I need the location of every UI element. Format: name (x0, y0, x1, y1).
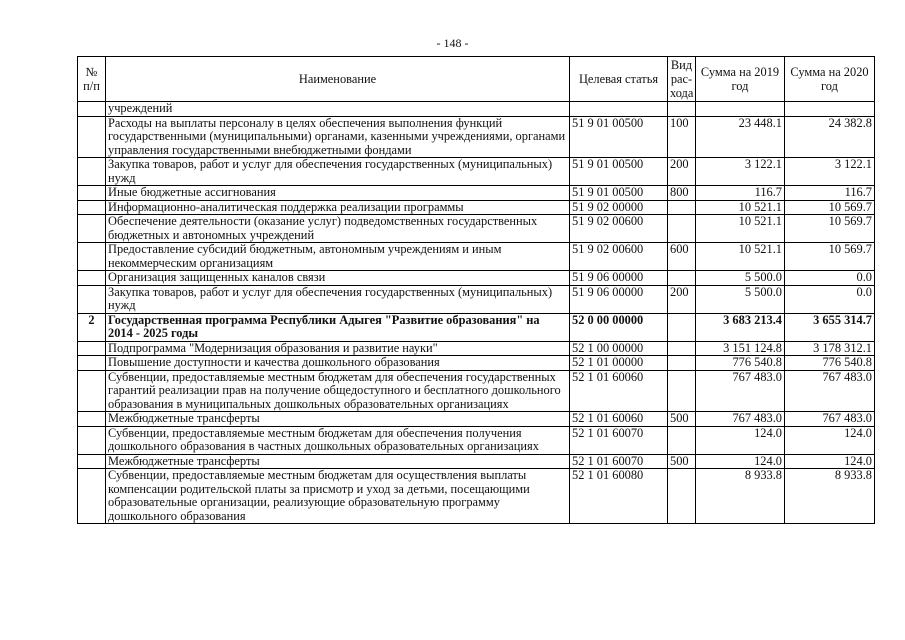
budget-table (77, 56, 875, 524)
row-target-code: 51 9 02 00000 (570, 200, 668, 215)
row-sum-2019: 8 933.8 (696, 469, 785, 524)
row-target-code (570, 102, 668, 117)
row-sum-2019: 10 521.1 (696, 243, 785, 271)
row-target-code: 51 9 01 00500 (570, 116, 668, 158)
table-row (78, 370, 875, 412)
header-code: Целевая статья (570, 57, 668, 102)
row-number (78, 454, 106, 469)
row-sum-2020 (785, 102, 875, 117)
row-sum-2019: 124.0 (696, 454, 785, 469)
row-target-code: 52 0 00 00000 (570, 313, 668, 341)
row-number (78, 412, 106, 427)
row-sum-2020: 3 178 312.1 (785, 341, 875, 356)
row-expense-type: 100 (668, 116, 696, 158)
table-row (78, 158, 875, 186)
row-expense-type (668, 271, 696, 286)
row-name: Межбюджетные трансферты (106, 412, 570, 427)
row-target-code: 51 9 02 00600 (570, 243, 668, 271)
row-expense-type: 600 (668, 243, 696, 271)
page-number: - 148 - (436, 36, 469, 50)
row-target-code: 51 9 06 00000 (570, 271, 668, 286)
table-row (78, 243, 875, 271)
row-number (78, 426, 106, 454)
row-name: Субвенции, предоставляемые местным бюджетам для обеспечения получения дошкольного образования в частных дошкольных образовательных организациях (106, 426, 570, 454)
row-sum-2019: 776 540.8 (696, 356, 785, 371)
row-target-code: 51 9 02 00600 (570, 215, 668, 243)
row-sum-2020: 116.7 (785, 186, 875, 201)
row-expense-type: 200 (668, 158, 696, 186)
row-number: 2 (78, 313, 106, 341)
table-row (78, 454, 875, 469)
row-number (78, 116, 106, 158)
row-sum-2020: 767 483.0 (785, 412, 875, 427)
table-row (78, 341, 875, 356)
row-expense-type (668, 102, 696, 117)
row-sum-2019: 3 151 124.8 (696, 341, 785, 356)
row-target-code: 52 1 01 60060 (570, 370, 668, 412)
row-number (78, 356, 106, 371)
table-row (78, 285, 875, 313)
row-name: Государственная программа Республики Адыгея "Развитие образования" на 2014 - 2025 годы (106, 313, 570, 341)
row-name: Субвенции, предоставляемые местным бюджетам для осуществления выплаты компенсации родительской платы за присмотр и уход за детьми, посещающими образовательные организации, реализующие образовательную программу дошкольного образования (106, 469, 570, 524)
row-sum-2020: 767 483.0 (785, 370, 875, 412)
row-name: учреждений (106, 102, 570, 117)
table-row (78, 215, 875, 243)
row-target-code: 52 1 01 60060 (570, 412, 668, 427)
row-number (78, 341, 106, 356)
row-target-code: 52 1 01 60070 (570, 426, 668, 454)
row-sum-2020: 0.0 (785, 285, 875, 313)
row-sum-2020: 10 569.7 (785, 243, 875, 271)
row-sum-2019: 3 122.1 (696, 158, 785, 186)
row-sum-2019 (696, 102, 785, 117)
row-target-code: 52 1 01 00000 (570, 356, 668, 371)
table-row (78, 186, 875, 201)
row-sum-2019: 767 483.0 (696, 412, 785, 427)
row-number (78, 469, 106, 524)
table-header-row (78, 57, 875, 102)
row-name: Межбюджетные трансферты (106, 454, 570, 469)
row-expense-type (668, 341, 696, 356)
row-target-code: 51 9 01 00500 (570, 158, 668, 186)
row-sum-2019: 10 521.1 (696, 200, 785, 215)
row-name: Расходы на выплаты персоналу в целях обеспечения выполнения функций государственными (муниципальными) органами, казенными учреждениями, органами управления государственными внебюджетными фондами (106, 116, 570, 158)
table-row (78, 313, 875, 341)
row-sum-2020: 124.0 (785, 426, 875, 454)
header-name: Наименование (106, 57, 570, 102)
row-name: Организация защищенных каналов связи (106, 271, 570, 286)
row-name: Иные бюджетные ассигнования (106, 186, 570, 201)
row-target-code: 51 9 01 00500 (570, 186, 668, 201)
row-number (78, 200, 106, 215)
row-expense-type (668, 200, 696, 215)
row-sum-2019: 10 521.1 (696, 215, 785, 243)
row-name: Закупка товаров, работ и услуг для обеспечения государственных (муниципальных) нужд (106, 285, 570, 313)
row-sum-2019: 116.7 (696, 186, 785, 201)
table-row (78, 412, 875, 427)
row-name: Повышение доступности и качества дошкольного образования (106, 356, 570, 371)
row-expense-type: 800 (668, 186, 696, 201)
row-expense-type: 200 (668, 285, 696, 313)
table-row (78, 200, 875, 215)
table-body (78, 102, 875, 524)
row-number (78, 102, 106, 117)
row-sum-2020: 24 382.8 (785, 116, 875, 158)
table-row (78, 356, 875, 371)
header-num: № п/п (78, 57, 106, 102)
header-sum-2019: Сумма на 2019 год (696, 57, 785, 102)
row-expense-type: 500 (668, 412, 696, 427)
table-row (78, 426, 875, 454)
row-name: Обеспечение деятельности (оказание услуг) подведомственных государственных бюджетных и автономных учреждений (106, 215, 570, 243)
row-name: Подпрограмма "Модернизация образования и развитие науки" (106, 341, 570, 356)
row-number (78, 186, 106, 201)
row-expense-type (668, 469, 696, 524)
row-target-code: 52 1 01 60070 (570, 454, 668, 469)
table-row (78, 102, 875, 117)
row-expense-type (668, 313, 696, 341)
row-name: Субвенции, предоставляемые местным бюджетам для обеспечения государственных гарантий реализации прав на получение общедоступного и бесплатного дошкольного образования в муниципальных дошкольных образовательных организациях (106, 370, 570, 412)
row-sum-2019: 3 683 213.4 (696, 313, 785, 341)
row-sum-2020: 776 540.8 (785, 356, 875, 371)
table-row (78, 469, 875, 524)
row-sum-2020: 8 933.8 (785, 469, 875, 524)
row-number (78, 370, 106, 412)
row-sum-2019: 23 448.1 (696, 116, 785, 158)
row-sum-2019: 124.0 (696, 426, 785, 454)
row-sum-2020: 3 122.1 (785, 158, 875, 186)
table-row (78, 271, 875, 286)
row-sum-2020: 124.0 (785, 454, 875, 469)
row-expense-type (668, 356, 696, 371)
row-number (78, 158, 106, 186)
row-sum-2020: 10 569.7 (785, 200, 875, 215)
header-sum-2020: Сумма на 2020 год (785, 57, 875, 102)
row-sum-2020: 0.0 (785, 271, 875, 286)
row-sum-2020: 3 655 314.7 (785, 313, 875, 341)
row-expense-type: 500 (668, 454, 696, 469)
row-number (78, 285, 106, 313)
row-target-code: 52 1 00 00000 (570, 341, 668, 356)
row-sum-2019: 767 483.0 (696, 370, 785, 412)
row-expense-type (668, 215, 696, 243)
row-number (78, 271, 106, 286)
table-row (78, 116, 875, 158)
row-target-code: 51 9 06 00000 (570, 285, 668, 313)
row-sum-2020: 10 569.7 (785, 215, 875, 243)
row-number (78, 215, 106, 243)
header-vid: Вид рас- хода (668, 57, 696, 102)
row-target-code: 52 1 01 60080 (570, 469, 668, 524)
row-expense-type (668, 370, 696, 412)
row-name: Информационно-аналитическая поддержка реализации программы (106, 200, 570, 215)
row-name: Закупка товаров, работ и услуг для обеспечения государственных (муниципальных) нужд (106, 158, 570, 186)
row-name: Предоставление субсидий бюджетным, автономным учреждениям и иным некоммерческим организациям (106, 243, 570, 271)
row-sum-2019: 5 500.0 (696, 285, 785, 313)
row-number (78, 243, 106, 271)
row-sum-2019: 5 500.0 (696, 271, 785, 286)
row-expense-type (668, 426, 696, 454)
